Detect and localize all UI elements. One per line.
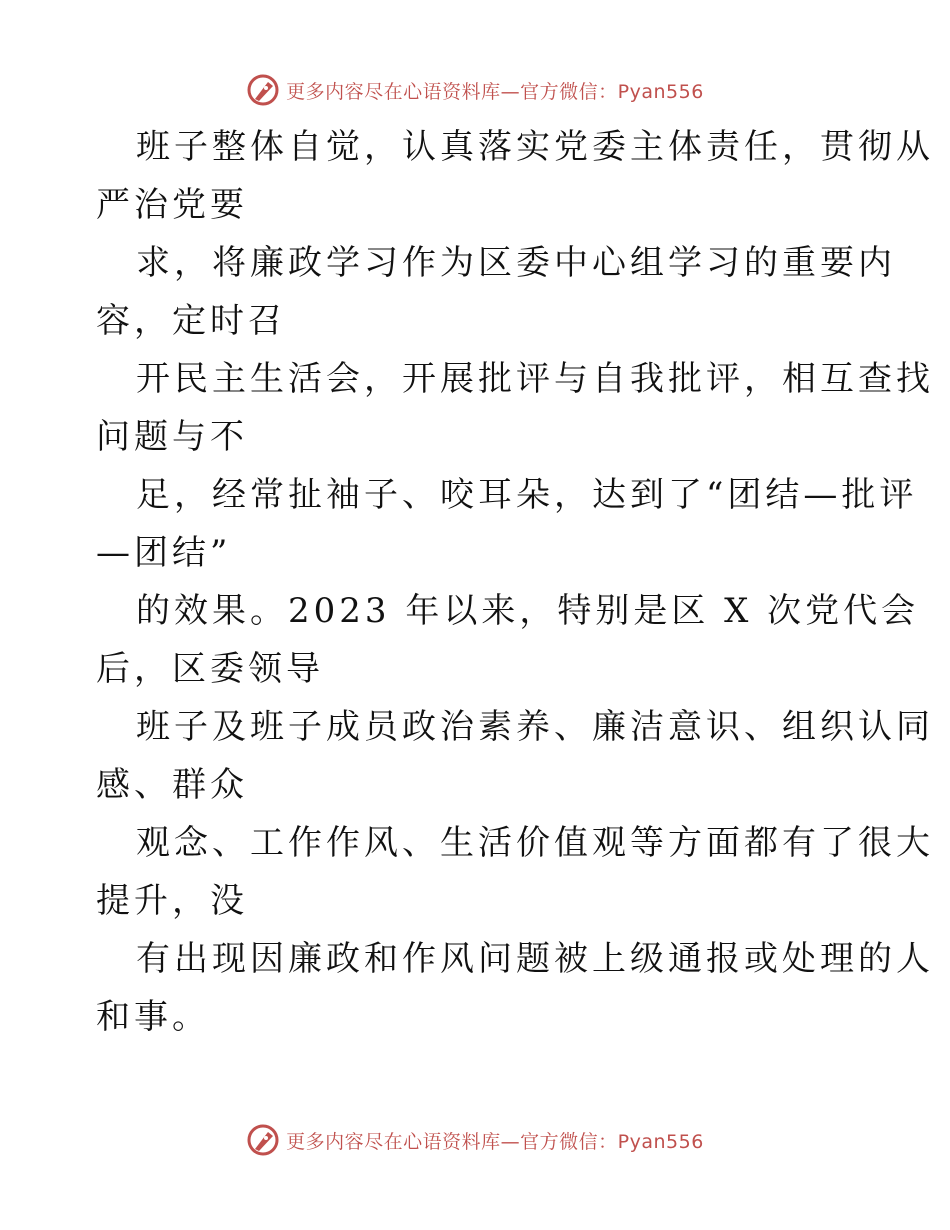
footer-banner-content bbox=[246, 1123, 704, 1157]
text-line: 有出现因廉政和作风问题被上级通报或处理的人 bbox=[136, 939, 934, 979]
text-line: 求，将廉政学习作为区委中心组学习的重要内 bbox=[136, 243, 896, 283]
text-line: 开民主生活会，开展批评与自我批评，相互查找 bbox=[136, 359, 934, 399]
text-line: 感、群众 bbox=[96, 765, 248, 805]
header-banner-content bbox=[246, 73, 704, 107]
text-line: 足，经常扯袖子、咬耳朵，达到了“团结—批评 bbox=[136, 475, 918, 515]
pen-nib-logo-icon bbox=[246, 1123, 280, 1157]
text-line: 班子及班子成员政治素养、廉洁意识、组织认同 bbox=[136, 707, 934, 747]
text-line: 观念、工作作风、生活价值观等方面都有了很大 bbox=[136, 823, 934, 863]
text-line: 问题与不 bbox=[96, 417, 248, 457]
header-banner-text: 更多内容尽在心语资料库—官方微信：Pyan556 bbox=[286, 80, 704, 103]
footer-banner bbox=[0, 1120, 950, 1160]
text-line: 容，定时召 bbox=[96, 301, 286, 341]
header-banner bbox=[0, 70, 950, 110]
text-line: 的效果。2023 年以来，特别是区 X 次党代会 bbox=[136, 591, 920, 631]
document-body bbox=[96, 118, 934, 1046]
text-line: 严治党要 bbox=[96, 185, 248, 225]
pen-nib-logo-icon bbox=[246, 73, 280, 107]
text-line: 提升，没 bbox=[96, 881, 248, 921]
text-line: 后，区委领导 bbox=[96, 649, 324, 689]
text-line: 和事。 bbox=[96, 997, 210, 1037]
footer-banner-text: 更多内容尽在心语资料库—官方微信：Pyan556 bbox=[286, 1130, 704, 1153]
text-line: 班子整体自觉，认真落实党委主体责任，贯彻从 bbox=[136, 127, 934, 167]
text-line: —团结” bbox=[96, 533, 232, 573]
